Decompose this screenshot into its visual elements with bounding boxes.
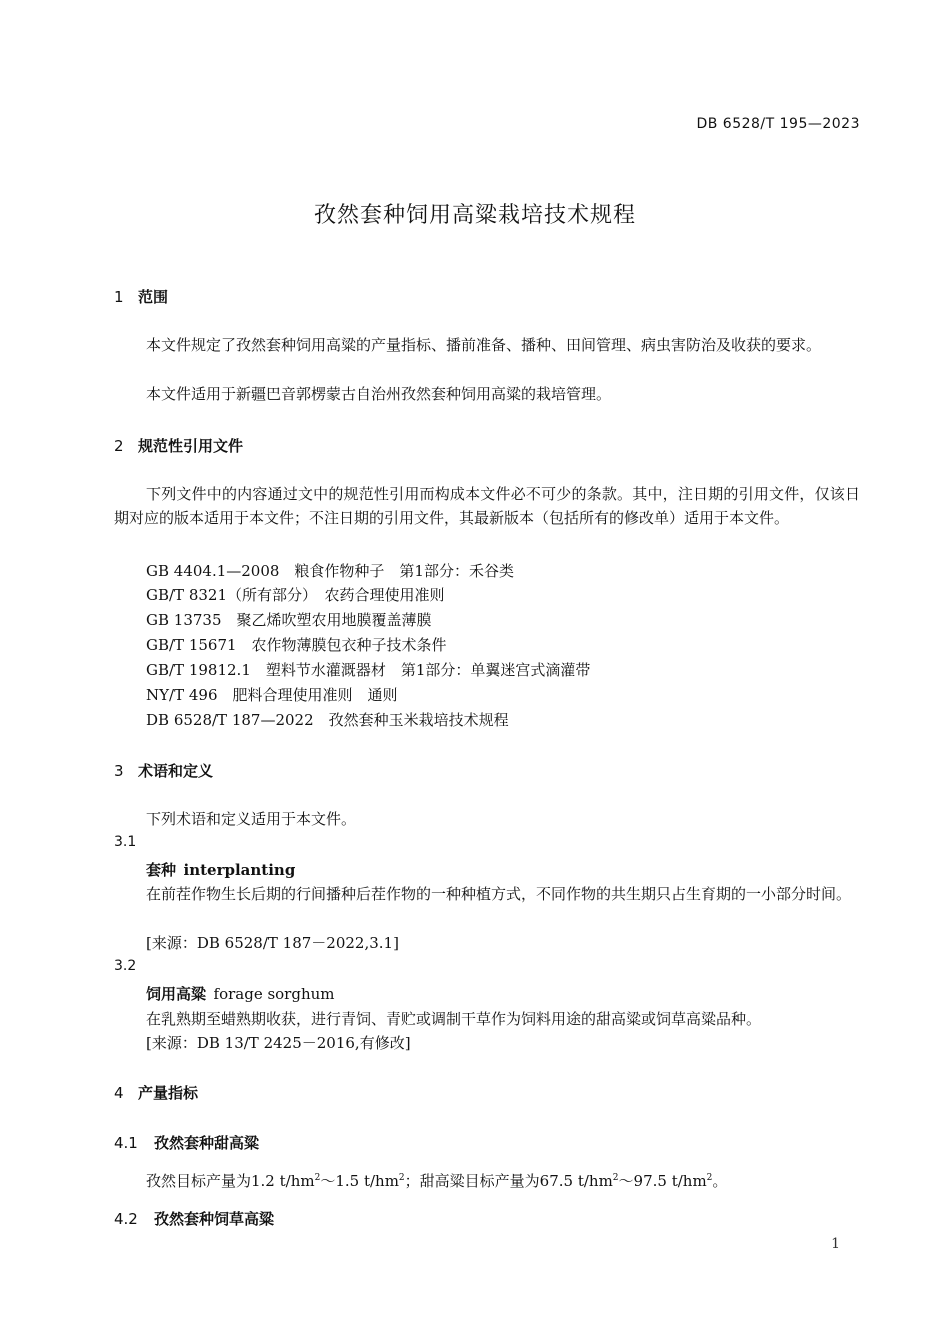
superscript: 2 [706,1173,713,1183]
term-name [146,859,295,880]
subsection-title: 孜然套种饲草高粱 [154,1210,275,1228]
section-2-intro: 下列文件中的内容通过文中的规范性引用而构成本文件必不可少的条款。其中，注日期的引用文件，仅该日期对应的版本适用于本文件；不注日期的引用文件，其最新版本（包括所有的修改单）适用于本文件。 [114,485,860,527]
section-title: 范围 [138,288,169,306]
section-2-heading [114,435,243,456]
subsection-number: 4.2 [114,1210,138,1228]
document-title: 孜然套种饲用高粱栽培技术规程 [313,203,636,228]
section-number: 2 [114,437,124,455]
reference-item: GB 4404.1—2008 粮食作物种子 第1部分：禾谷类 [146,562,514,580]
term-source: [来源：DB 13/T 2425－2016,有修改] [146,1034,411,1052]
section-title: 术语和定义 [138,762,214,780]
reference-item: NY/T 496 肥料合理使用准则 通则 [146,686,398,704]
section-3-intro: 下列术语和定义适用于本文件。 [146,810,357,828]
yield-text-part: 。 [712,1172,728,1190]
subsection-4-2-heading [114,1208,274,1229]
subsection-4-1-heading [114,1132,259,1153]
section-1-paragraph-2: 本文件适用于新疆巴音郭楞蒙古自治州孜然套种饲用高粱的栽培管理。 [146,385,612,403]
subsection-number: 4.1 [114,1134,138,1152]
section-number: 4 [114,1084,124,1102]
yield-text-part: ；甜高粱目标产量为67.5 t/hm [404,1172,613,1190]
term-number: 3.2 [114,958,137,974]
section-title: 产量指标 [138,1084,199,1102]
section-1-paragraph-1: 本文件规定了孜然套种饲用高粱的产量指标、播前准备、播种、田间管理、病虫害防治及收获的要求。 [146,336,822,354]
term-number: 3.1 [114,834,137,850]
term-name-cn: 饲用高粱 [146,985,207,1003]
superscript: 2 [398,1173,405,1183]
section-number: 3 [114,762,124,780]
superscript: 2 [612,1173,619,1183]
reference-item: DB 6528/T 187—2022 孜然套种玉米栽培技术规程 [146,711,509,729]
reference-item: GB/T 15671 农作物薄膜包衣种子技术条件 [146,636,447,654]
document-code: DB 6528/T 195—2023 [696,116,860,132]
yield-text-part: ～1.5 t/hm [320,1172,399,1190]
term-name-en: interplanting [183,861,296,879]
section-1-heading [114,286,168,307]
section-number: 1 [114,288,124,306]
superscript: 2 [314,1173,321,1183]
term-source: [来源：DB 6528/T 187－2022,3.1] [146,934,399,952]
section-4-heading [114,1082,198,1103]
section-3-heading [114,760,213,781]
term-name-en: forage sorghum [213,985,335,1003]
yield-text-part: ～97.5 t/hm [618,1172,707,1190]
reference-item: GB/T 19812.1 塑料节水灌溉器材 第1部分：单翼迷宫式滴灌带 [146,661,591,679]
term-name-cn: 套种 [146,861,177,879]
term-name [146,983,335,1004]
yield-text-part: 孜然目标产量为1.2 t/hm [146,1172,315,1190]
reference-item: GB 13735 聚乙烯吹塑农用地膜覆盖薄膜 [146,611,432,629]
subsection-title: 孜然套种甜高粱 [154,1134,260,1152]
page-number: 1 [831,1236,840,1252]
term-definition: 在乳熟期至蜡熟期收获，进行青饲、青贮或调制干草作为饲料用途的甜高粱或饲草高粱品种。 [146,1010,762,1028]
term-definition: 在前茬作物生长后期的行间播种后茬作物的一种种植方式，不同作物的共生期只占生育期的一小部分时间。 [146,885,852,903]
yield-target-text [146,1170,727,1191]
section-title: 规范性引用文件 [138,437,244,455]
reference-item: GB/T 8321（所有部分） 农药合理使用准则 [146,586,445,604]
